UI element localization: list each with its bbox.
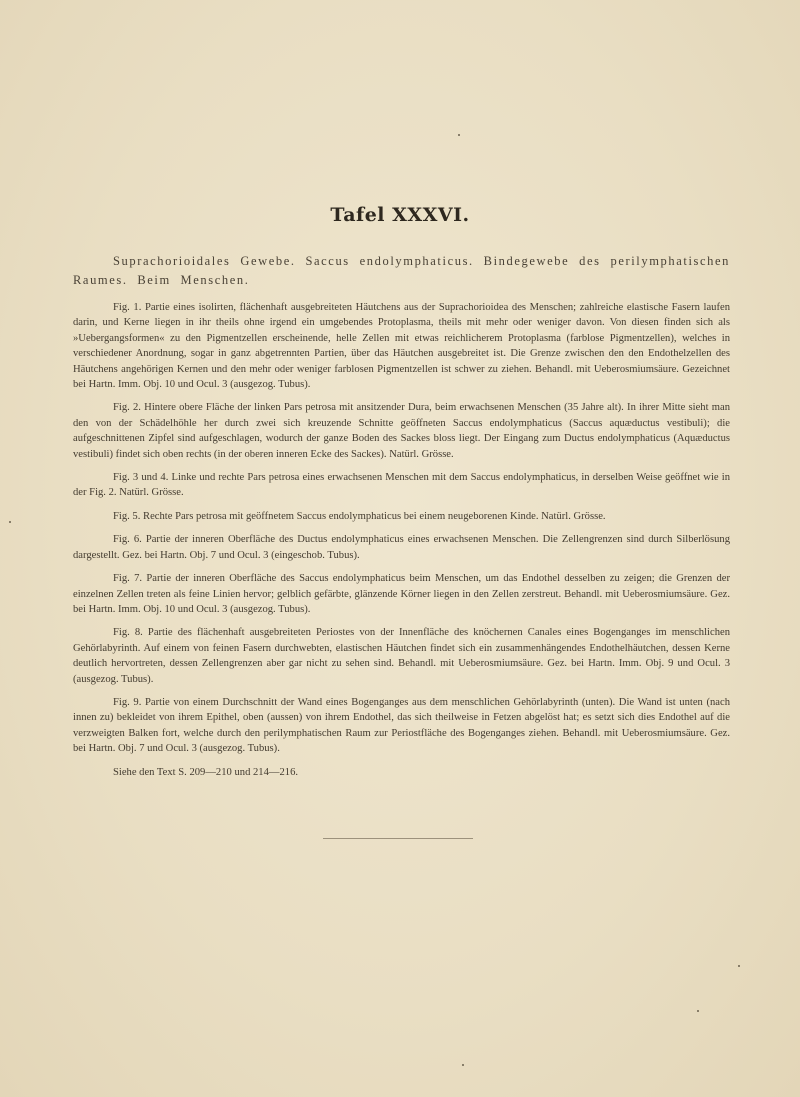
figure-5-description: Fig. 5. Rechte Pars petrosa mit geöffnetem Saccus endolymphaticus bei einem neugeborenen Kinde. Natürl. Grösse. (113, 510, 606, 522)
figure-2-description: Fig. 2. Hintere obere Fläche der linken Pars petrosa mit ansitzender Dura, beim erwachsenen Menschen (35 Jahre alt). In ihrer Mitte sieht man den von der Schädelhöhle her durch zwei sich kreuzende Schnitte geöffneten Saccus endolymphaticus (Saccus aquæductus vestibuli); die aufgeschnittenen Zipfel sind aufgeschlagen, wodurch der ganze Boden des Sackes bloss liegt. Der Eingang zum Ductus endolymphaticus (Aquæductus vestibuli) findet sich oben rechts (in der oberen inneren Ecke des Sackes). Natürl. Grösse. (73, 402, 730, 460)
figure-7-description: Fig. 7. Partie der inneren Oberfläche des Saccus endolymphaticus beim Menschen, um das Endothel desselben zu zeigen; die Grenzen der einzelnen Zellen treten als feine Linien hervor; gelblich gefärbte, glänzende Körner liegen in den Zellen zerstreut. Behandl. mit Ueberosmiumsäure. Gez. bei Hartn. Imm. Obj. 10 und Ocul. 3 (ausgezog. Tubus). (73, 573, 730, 615)
paper-speck (9, 521, 11, 523)
figure-descriptions (73, 300, 730, 788)
paper-speck (462, 1064, 464, 1066)
figure-3-4-description: Fig. 3 und 4. Linke und rechte Pars petrosa eines erwachsenen Menschen mit dem Saccus endolymphaticus, in derselben Weise geöffnet wie in der Fig. 2. Natürl. Grösse. (73, 472, 730, 499)
figure-9-description: Fig. 9. Partie von einem Durchschnitt der Wand eines Bogenganges aus dem menschlichen Gehörlabyrinth (unten). Die Wand ist unten (nach innen zu) bekleidet von ihrem Epithel, oben (aussen) von ihrem Endothel, das sich theilweise in Fetzen abgelöst hat; es setzt sich dies Endothel auf die verzweigten Balken fort, welche durch den perilymphatischen Raum zur Periostfläche des Bogenganges ziehen. Behandl. mit Ueberosmiumsäure. Gez. bei Hartn. Obj. 7 und Ocul. 3 (ausgezog. Tubus). (73, 696, 730, 755)
paper-speck (458, 134, 460, 136)
paper-speck (697, 1010, 699, 1012)
figure-8-description: Fig. 8. Partie des flächenhaft ausgebreiteten Periostes von der Innenfläche des knöchernen Canales eines Bogenganges im menschlichen Gehörlabyrinth. Auf einem von feinen Fasern durchwebten, elastischen Häutchen findet sich ein zusammenhängendes Endothelhäutchen, dessen Kerne deutlich hervortreten, dessen Zellengrenzen aber gar nicht zu sehen sind. Behandl. mit Ueberosmiumsäure. Gez. bei Hartn. Imm. Obj. 9 und Ocul. 3 (ausgezog. Tubus). (73, 627, 730, 685)
closing-rule (323, 838, 473, 839)
plate-title: Tafel XXXVI. (330, 204, 470, 226)
paper-speck (738, 965, 740, 967)
figure-6-description: Fig. 6. Partie der inneren Oberfläche des Ductus endolymphaticus eines erwachsenen Menschen. Die Zellengrenzen sind durch Silberlösung dargestellt. Gez. bei Hartn. Obj. 7 und Ocul. 3 (eingeschob. Tubus). (73, 534, 730, 561)
plate-subtitle: Suprachorioidales Gewebe. Saccus endolymphaticus. Bindegewebe des perilymphatischen Raumes. Beim Menschen. (73, 254, 730, 287)
figure-1-description: Fig. 1. Partie eines isolirten, flächenhaft ausgebreiteten Häutchens aus der Suprachorioidea des Menschen; zahlreiche elastische Fasern laufen darin, und Kerne liegen in ihr theils ohne irgend ein umgebendes Protoplasma, theils mit mehr oder weniger davon. Von diesen finden sich als »Uebergangsformen« zu den Pigmentzellen erscheinende, helle Zellen mit etwas reichlicherem Protoplasma (farblose Pigmentzellen), welches in verschiedener Anordnung, sogar in ganz abgetrennten Partien, über das Häutchen ausgebreitet ist. Die Grenze zwischen den den Endothelzellen des Häutchens angehörigen Kernen und den mehr oder weniger farblosen Pigmentzellen ist schwer zu ziehen. Behandl. mit Ueberosmiumsäure. Gezeichnet bei Hartn. Imm. Obj. 10 und Ocul. 3 (ausgezog. Tubus). (73, 302, 730, 391)
text-reference: Siehe den Text S. 209—210 und 214—216. (113, 766, 299, 778)
